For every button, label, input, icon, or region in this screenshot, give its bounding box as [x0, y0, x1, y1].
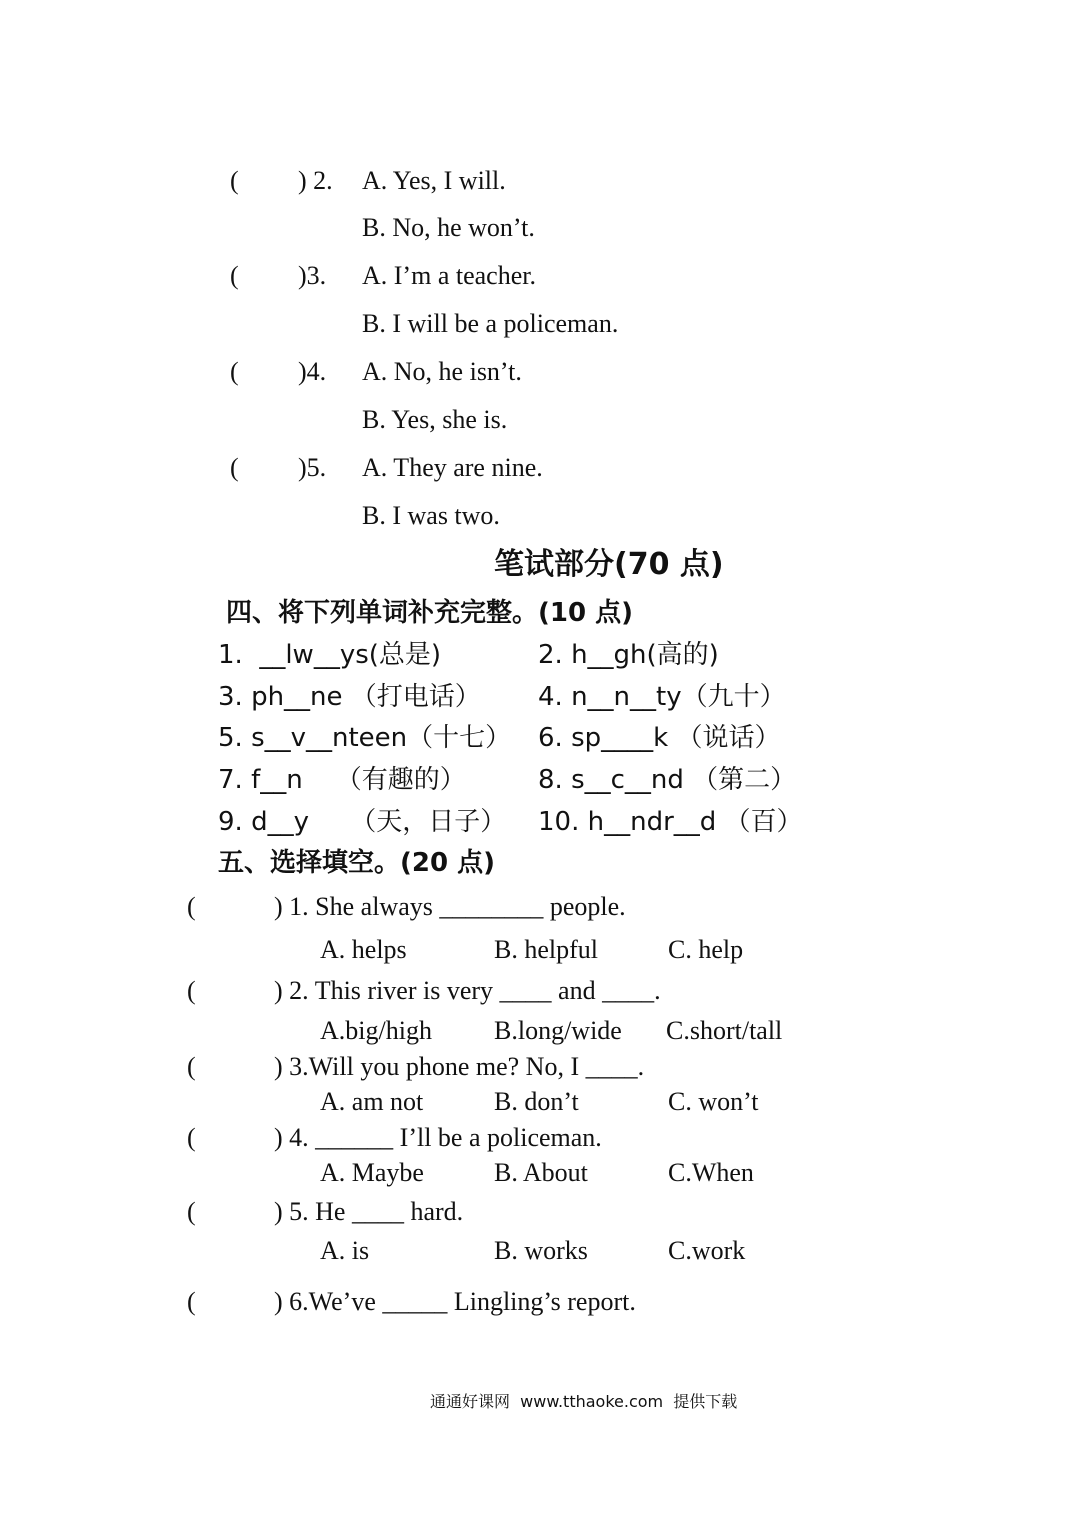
word-item: 1. __lw__ys(总是) — [218, 640, 442, 670]
option-c: C. won’t — [668, 1087, 759, 1116]
answer-paren: ( — [187, 892, 196, 921]
answer-paren: ( — [230, 453, 239, 482]
answer-paren: ( — [187, 1123, 196, 1152]
option-c: C. help — [668, 935, 744, 964]
option-b: B. I was two. — [362, 501, 500, 530]
question-stem: ) 5. He ____ hard. — [274, 1197, 464, 1226]
option-a: A. Maybe — [320, 1158, 424, 1187]
section-4-title: 四、将下列单词补充完整。(10 点) — [226, 598, 633, 628]
option-b: B. helpful — [494, 935, 598, 964]
question-number: )4. — [298, 357, 327, 386]
option-c: C.When — [668, 1158, 754, 1187]
word-item: 5. s__v__nteen（十七） — [218, 723, 512, 753]
option-b: B. works — [494, 1236, 588, 1265]
option-a: A. I’m a teacher. — [362, 261, 536, 290]
option-a: A. helps — [320, 935, 407, 964]
option-a: A.big/high — [320, 1016, 432, 1045]
option-c: C.work — [668, 1236, 746, 1265]
answer-paren: ( — [187, 1287, 196, 1316]
question-stem: ) 3.Will you phone me? No, I ____. — [274, 1052, 645, 1081]
option-a: A. Yes, I will. — [362, 166, 506, 195]
word-item: 10. h__ndr__d （百） — [538, 807, 803, 837]
section-5-title: 五、选择填空。(20 点) — [218, 848, 495, 878]
answer-paren: ( — [230, 261, 239, 290]
option-b: B. Yes, she is. — [362, 405, 508, 434]
option-b: B.long/wide — [494, 1016, 622, 1045]
option-b: B. About — [494, 1158, 588, 1187]
option-c: C.short/tall — [666, 1016, 783, 1045]
question-stem: ) 2. This river is very ____ and ____. — [274, 976, 661, 1005]
word-item: 9. d__y （天，日子） — [218, 807, 507, 837]
answer-paren: ( — [187, 1197, 196, 1226]
written-part-title: 笔试部分(70 点) — [494, 547, 724, 582]
answer-paren: ( — [187, 1052, 196, 1081]
question-number: )3. — [298, 261, 327, 290]
word-item: 3. ph__ne （打电话） — [218, 682, 481, 712]
word-item: 2. h__gh(高的) — [538, 640, 719, 670]
option-a: A. is — [320, 1236, 370, 1265]
question-stem: ) 4. ______ I’ll be a policeman. — [274, 1123, 602, 1152]
word-item: 6. sp____k （说话） — [538, 723, 781, 753]
option-b: B. No, he won’t. — [362, 213, 535, 242]
word-item: 8. s__c__nd （第二） — [538, 765, 797, 795]
option-a: A. No, he isn’t. — [362, 357, 522, 386]
option-b: B. I will be a policeman. — [362, 309, 619, 338]
word-item: 4. n__n__ty（九十） — [538, 682, 786, 712]
question-number: )5. — [298, 453, 327, 482]
question-number: ) 2. — [298, 166, 333, 195]
answer-paren: ( — [230, 166, 239, 195]
question-stem: ) 1. She always ________ people. — [274, 892, 626, 921]
option-a: A. am not — [320, 1087, 424, 1116]
page-footer: 通通好课网 www.tthaoke.com 提供下载 — [430, 1392, 738, 1411]
option-b: B. don’t — [494, 1087, 579, 1116]
answer-paren: ( — [230, 357, 239, 386]
answer-paren: ( — [187, 976, 196, 1005]
question-stem: ) 6.We’ve _____ Lingling’s report. — [274, 1287, 636, 1316]
word-item: 7. f__n （有趣的） — [218, 765, 466, 795]
option-a: A. They are nine. — [362, 453, 543, 482]
